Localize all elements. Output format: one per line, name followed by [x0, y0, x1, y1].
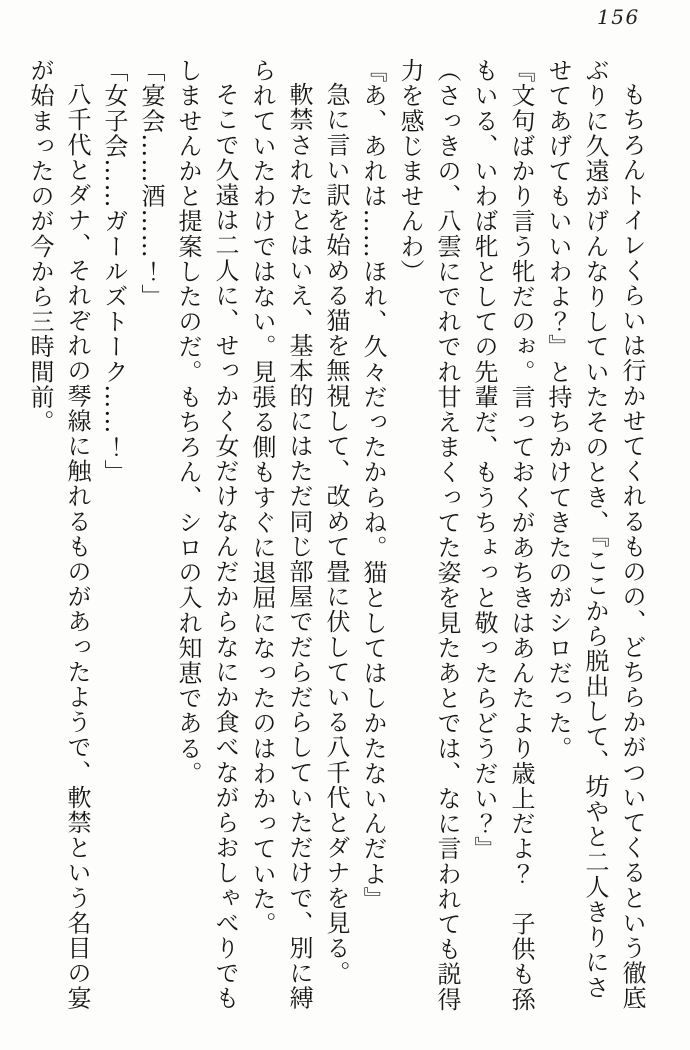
- paragraph-4: 『あ、あれは……ほれ、久々だったからね。猫としてはしかたないんだよ』: [359, 58, 387, 912]
- paragraph-6: 軟禁されたとはいえ、基本的にはただ同じ部屋でだらだらしていただけで、別に縛られていたわけではない。見張る側もすぐに退屈になったのはわかっていた。: [248, 58, 313, 1011]
- paragraph-2: 『文句ばかり言う牝だのぉ。言っておくがあちきはあんたより歳上だよ？ 子供も孫もいる、いわば牝としての先輩だ、もうちょっと敬ったらどうだい？』: [470, 58, 535, 1012]
- page-text: [21, 58, 650, 1023]
- paragraph-7: そこで久遠は二人に、せっかく女だけなんだからなにか食べながらおしゃべりでもしませんかと提案したのだ。もちろん、シロの入れ知恵である。: [174, 58, 239, 1011]
- paragraph-9: 「女子会……ガールズトーク……！」: [100, 58, 128, 485]
- paragraph-1: もちろんトイレくらいは行かせてくれるものの、どちらかがついてくるという徹底ぶりに久遠がげんなりしていたそのとき、『ここから脱出して、坊やと二人きりにさせてあげてもいいわよ？』と持ちかけてきたのがシロだった。: [544, 58, 646, 1011]
- page-number: 156: [597, 5, 640, 29]
- paragraph-5: 急に言い訳を始める猫を無視して、改めて畳に伏している八千代とダナを見る。: [322, 82, 350, 986]
- paragraph-10: 八千代とダナ、それぞれの琴線に触れるものがあったようで、軟禁という名目の宴が始まったのが今から三時間前。: [26, 58, 91, 1011]
- paragraph-8: 「宴会……酒……！」: [137, 58, 165, 309]
- paragraph-3: （さっきの、八雲にでれでれ甘えまくってた姿を見たあとでは、なに言われても説得力を感じませんわ）: [396, 58, 461, 1012]
